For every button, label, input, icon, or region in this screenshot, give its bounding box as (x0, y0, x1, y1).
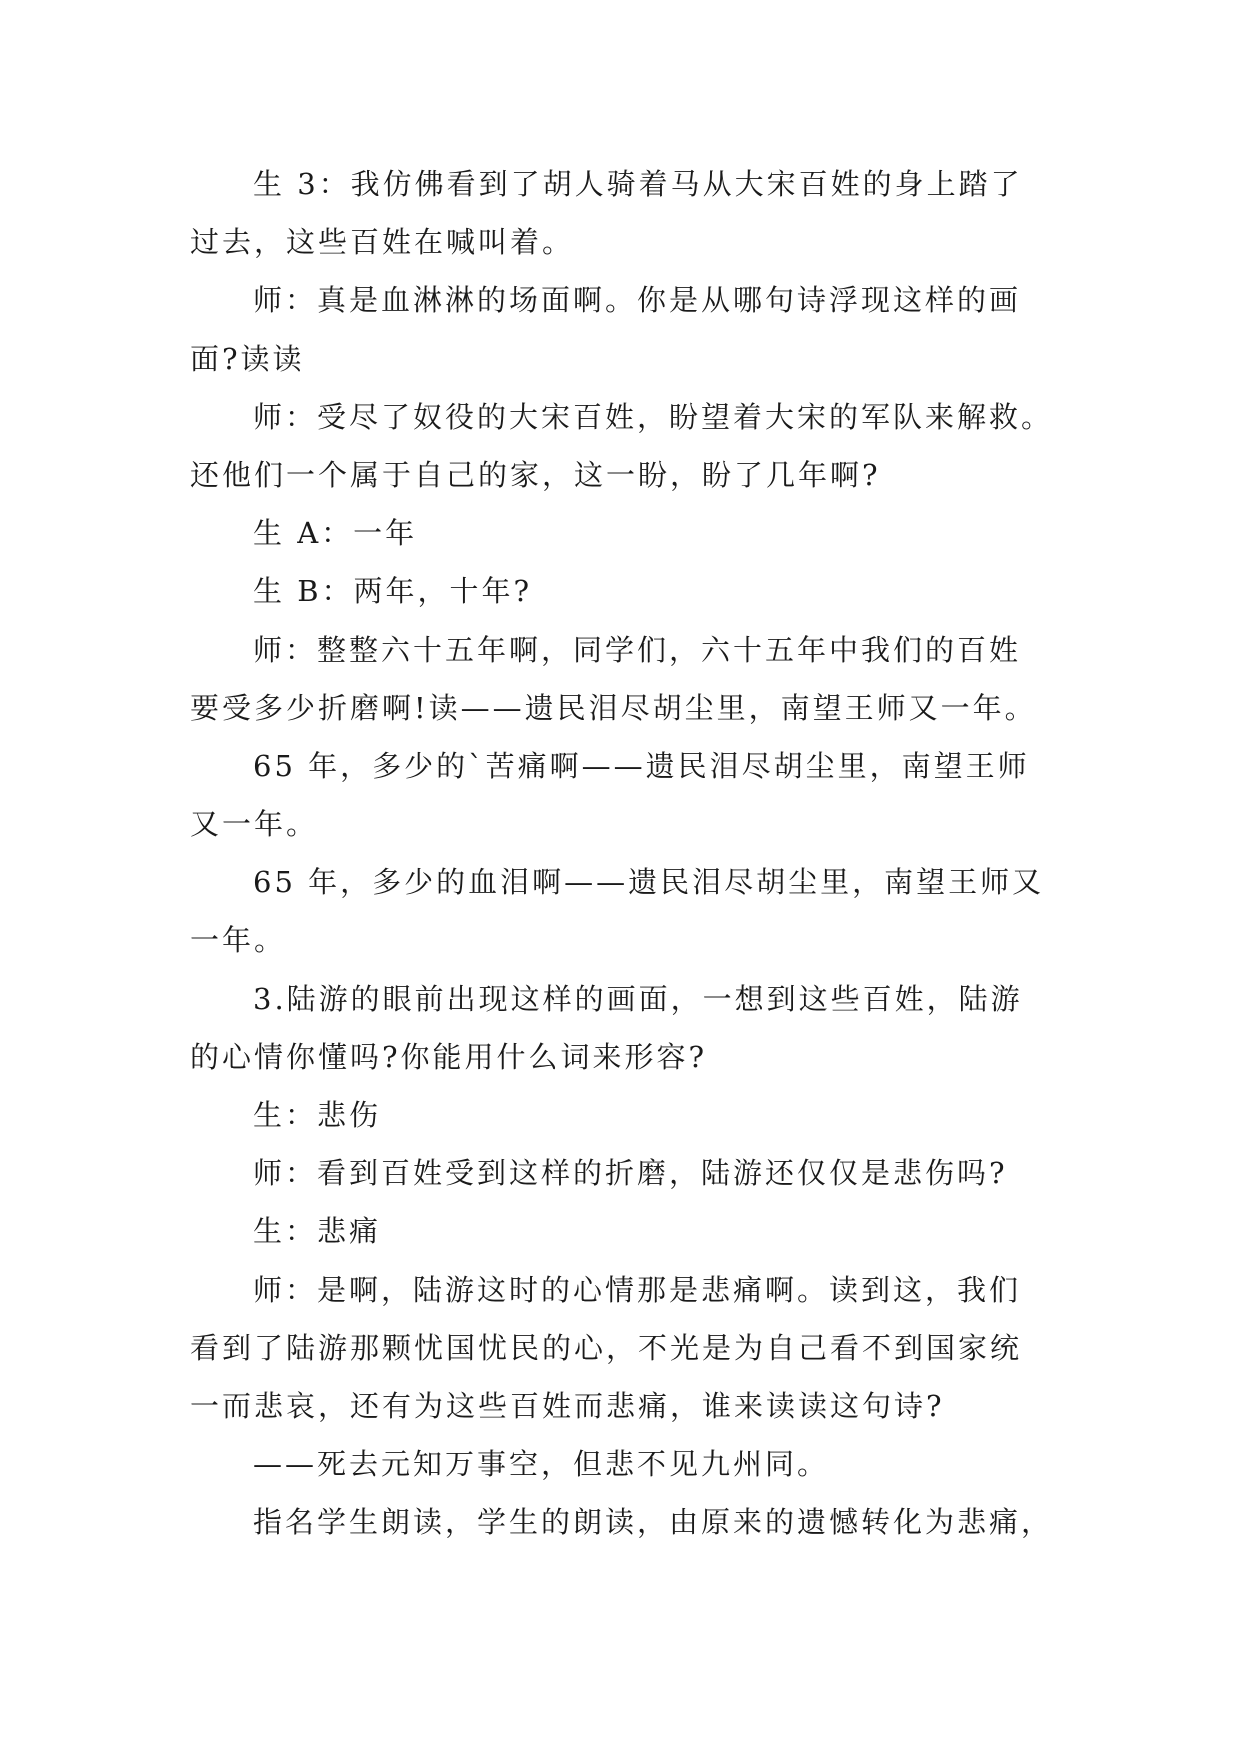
text-line: 师：真是血淋淋的场面啊。你是从哪句诗浮现这样的画 (253, 283, 1022, 318)
text-line: 的心情你懂吗?你能用什么词来形容? (190, 1039, 708, 1074)
text-line: 生：悲伤 (253, 1098, 382, 1132)
text-line: 师：整整六十五年啊，同学们，六十五年中我们的百姓 (253, 632, 1022, 667)
text-line: 面?读读 (190, 341, 305, 376)
text-line: 师：受尽了奴役的大宋百姓，盼望着大宋的军队来解救。 (253, 399, 1054, 434)
text-line: 要受多少折磨啊!读——遗民泪尽胡尘里，南望王师又一年。 (190, 690, 1037, 725)
text-line: 生：悲痛 (253, 1214, 382, 1249)
text-line: 65 年，多少的`苦痛啊——遗民泪尽胡尘里，南望王师 (253, 748, 1030, 783)
text-line: 指名学生朗读，学生的朗读，由原来的遗憾转化为悲痛， (253, 1505, 1054, 1540)
text-line: 3.陆游的眼前出现这样的画面，一想到这些百姓，陆游 (253, 981, 1023, 1016)
text-line: 65 年，多少的血泪啊——遗民泪尽胡尘里，南望王师又 (253, 865, 1045, 900)
text-line: ——死去元知万事空，但悲不见九州同。 (253, 1447, 830, 1482)
text-line: 过去，这些百姓在喊叫着。 (190, 225, 575, 260)
document-body (190, 155, 1054, 1552)
text-line: 还他们一个属于自己的家，这一盼，盼了几年啊? (190, 457, 881, 492)
text-line: 师：看到百姓受到这样的折磨，陆游还仅仅是悲伤吗? (253, 1156, 1008, 1191)
text-line: 生 B：两年，十年? (253, 574, 533, 609)
text-line: 看到了陆游那颗忧国忧民的心，不光是为自己看不到国家统 (190, 1330, 1023, 1365)
text-line: 一年。 (190, 923, 287, 958)
text-line: 师：是啊，陆游这时的心情那是悲痛啊。读到这，我们 (253, 1272, 1022, 1307)
text-line: 生 A：一年 (253, 516, 418, 551)
text-line: 一而悲哀，还有为这些百姓而悲痛，谁来读读这句诗? (190, 1388, 945, 1423)
text-line: 生 3：我仿佛看到了胡人骑着马从大宋百姓的身上踏了 (253, 167, 1023, 201)
text-line: 又一年。 (190, 807, 319, 842)
